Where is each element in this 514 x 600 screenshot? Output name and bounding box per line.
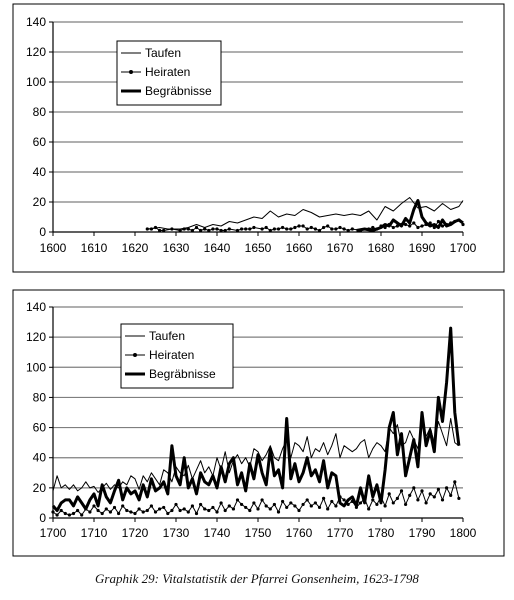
y-tick-label-120: 120 <box>25 45 46 59</box>
data-point-heiraten <box>60 509 63 512</box>
data-point-heiraten <box>228 504 231 507</box>
data-point-heiraten <box>244 506 247 509</box>
data-point-heiraten <box>68 513 71 516</box>
data-point-heiraten <box>437 488 440 491</box>
data-point-heiraten <box>416 498 419 501</box>
data-point-heiraten <box>191 504 194 507</box>
data-point-heiraten <box>297 509 300 512</box>
data-point-heiraten <box>166 512 169 515</box>
data-point-heiraten <box>314 501 317 504</box>
chart-1 <box>13 4 504 272</box>
data-point-heiraten <box>285 227 288 230</box>
data-point-heiraten <box>289 227 292 230</box>
data-point-heiraten <box>220 501 223 504</box>
data-point-heiraten <box>261 227 264 230</box>
data-point-heiraten <box>97 509 100 512</box>
data-point-heiraten <box>211 227 214 230</box>
data-point-heiraten <box>343 498 346 501</box>
x-tick-label-1720: 1720 <box>121 526 149 540</box>
y-tick-label-120: 120 <box>25 330 46 345</box>
legend-label-begraebnisse: Begräbnisse <box>149 367 216 381</box>
data-point-heiraten <box>199 503 202 506</box>
data-point-heiraten <box>80 513 83 516</box>
data-point-heiraten <box>101 512 104 515</box>
data-point-heiraten <box>252 226 255 229</box>
data-point-heiraten <box>179 229 182 232</box>
y-tick-label-80: 80 <box>32 105 46 119</box>
y-tick-label-140: 140 <box>25 15 46 29</box>
x-tick-label-1750: 1750 <box>244 526 272 540</box>
data-point-heiraten <box>277 227 280 230</box>
data-point-heiraten <box>281 500 284 503</box>
data-point-heiraten <box>322 226 325 229</box>
data-point-heiraten <box>88 510 91 513</box>
data-point-heiraten <box>400 489 403 492</box>
data-point-heiraten <box>203 227 206 230</box>
x-tick-label-1630: 1630 <box>162 241 190 255</box>
data-point-heiraten <box>76 509 79 512</box>
data-point-heiraten <box>183 507 186 510</box>
x-tick-label-1700: 1700 <box>449 241 477 255</box>
data-point-heiraten <box>318 229 321 232</box>
data-point-heiraten <box>162 229 165 232</box>
y-tick-label-100: 100 <box>25 75 46 89</box>
data-point-heiraten <box>256 507 259 510</box>
data-point-heiraten <box>322 497 325 500</box>
legend-label-taufen: Taufen <box>149 329 186 343</box>
data-point-heiraten <box>158 229 161 232</box>
data-point-heiraten <box>310 504 313 507</box>
data-point-heiraten <box>445 486 448 489</box>
x-tick-label-1620: 1620 <box>121 241 149 255</box>
data-point-heiraten <box>113 506 116 509</box>
data-point-heiraten <box>330 500 333 503</box>
legend-label-begraebnisse: Begräbnisse <box>145 84 212 98</box>
data-point-heiraten <box>375 503 378 506</box>
y-tick-label-0: 0 <box>39 511 46 525</box>
data-point-heiraten <box>392 226 395 229</box>
y-tick-label-20: 20 <box>32 195 46 209</box>
x-tick-label-1650: 1650 <box>244 241 272 255</box>
data-point-heiraten <box>158 507 161 510</box>
x-tick-label-1600: 1600 <box>39 241 67 255</box>
data-point-heiraten <box>228 227 231 230</box>
x-tick-label-1670: 1670 <box>326 241 354 255</box>
data-point-heiraten <box>314 227 317 230</box>
data-point-heiraten <box>441 498 444 501</box>
data-point-heiraten <box>183 227 186 230</box>
data-point-heiraten <box>72 512 75 515</box>
data-point-heiraten <box>388 492 391 495</box>
x-tick-label-1760: 1760 <box>285 526 313 540</box>
figure-caption: Graphik 29: Vitalstatistik der Pfarrei Gonsenheim, 1623-1798 <box>95 571 419 586</box>
data-point-heiraten <box>457 497 460 500</box>
data-point-heiraten <box>367 507 370 510</box>
data-point-heiraten <box>425 501 428 504</box>
data-point-heiraten <box>330 227 333 230</box>
data-point-heiraten <box>195 226 198 229</box>
data-point-heiraten <box>293 504 296 507</box>
data-point-heiraten <box>392 501 395 504</box>
data-point-heiraten <box>142 510 145 513</box>
data-point-heiraten <box>195 512 198 515</box>
data-point-heiraten <box>408 224 411 227</box>
data-point-heiraten <box>125 509 128 512</box>
data-point-heiraten <box>150 227 153 230</box>
data-point-heiraten <box>318 506 321 509</box>
data-point-heiraten <box>302 503 305 506</box>
data-point-heiraten <box>429 492 432 495</box>
data-point-heiraten <box>179 509 182 512</box>
legend-label-heiraten: Heiraten <box>145 65 191 79</box>
data-point-heiraten <box>105 507 108 510</box>
x-tick-label-1770: 1770 <box>326 526 354 540</box>
data-point-heiraten <box>281 226 284 229</box>
y-tick-label-0: 0 <box>39 225 46 239</box>
data-point-heiraten <box>174 503 177 506</box>
data-point-heiraten <box>273 503 276 506</box>
y-tick-label-80: 80 <box>32 390 46 405</box>
data-point-heiraten <box>121 504 124 507</box>
data-point-heiraten <box>154 510 157 513</box>
data-point-heiraten <box>150 504 153 507</box>
data-point-heiraten <box>338 226 341 229</box>
data-point-heiraten <box>269 507 272 510</box>
data-point-heiraten <box>129 510 132 513</box>
data-point-heiraten <box>277 510 280 513</box>
data-point-heiraten <box>92 504 95 507</box>
data-point-heiraten <box>51 510 54 513</box>
data-point-heiraten <box>220 229 223 232</box>
y-tick-label-40: 40 <box>32 165 46 179</box>
data-point-heiraten <box>412 486 415 489</box>
data-point-heiraten <box>207 229 210 232</box>
data-point-heiraten <box>269 229 272 232</box>
data-point-heiraten <box>203 507 206 510</box>
data-point-heiraten <box>306 227 309 230</box>
legend-marker-heiraten <box>129 70 133 74</box>
data-point-heiraten <box>273 227 276 230</box>
data-point-heiraten <box>170 227 173 230</box>
data-point-heiraten <box>248 227 251 230</box>
data-point-heiraten <box>297 224 300 227</box>
data-point-heiraten <box>347 229 350 232</box>
data-point-heiraten <box>334 504 337 507</box>
data-point-heiraten <box>187 510 190 513</box>
data-point-heiraten <box>420 489 423 492</box>
data-point-heiraten <box>146 509 149 512</box>
legend-label-heiraten: Heiraten <box>149 348 195 362</box>
data-point-heiraten <box>285 506 288 509</box>
data-point-heiraten <box>146 227 149 230</box>
data-point-heiraten <box>199 229 202 232</box>
data-point-heiraten <box>211 506 214 509</box>
data-point-heiraten <box>433 495 436 498</box>
x-tick-label-1730: 1730 <box>162 526 190 540</box>
data-point-heiraten <box>408 494 411 497</box>
data-point-heiraten <box>265 226 268 229</box>
data-point-heiraten <box>252 501 255 504</box>
x-tick-label-1780: 1780 <box>367 526 395 540</box>
data-point-heiraten <box>420 224 423 227</box>
x-tick-label-1740: 1740 <box>203 526 231 540</box>
y-tick-label-40: 40 <box>32 450 46 465</box>
data-point-heiraten <box>359 501 362 504</box>
data-point-heiraten <box>244 227 247 230</box>
data-point-heiraten <box>154 226 157 229</box>
data-point-heiraten <box>326 224 329 227</box>
data-point-heiraten <box>248 509 251 512</box>
data-point-heiraten <box>117 512 120 515</box>
data-point-heiraten <box>412 221 415 224</box>
data-point-heiraten <box>162 506 165 509</box>
data-point-heiraten <box>138 507 141 510</box>
x-tick-label-1640: 1640 <box>203 241 231 255</box>
chart-frame <box>13 290 504 556</box>
data-point-heiraten <box>289 501 292 504</box>
y-tick-label-140: 140 <box>25 300 46 314</box>
data-point-heiraten <box>334 227 337 230</box>
data-point-heiraten <box>396 497 399 500</box>
y-tick-label-20: 20 <box>32 480 46 495</box>
x-tick-label-1700: 1700 <box>39 526 67 540</box>
data-point-heiraten <box>133 512 136 515</box>
data-point-heiraten <box>310 226 313 229</box>
data-point-heiraten <box>109 510 112 513</box>
data-point-heiraten <box>224 229 227 232</box>
x-tick-label-1660: 1660 <box>285 241 313 255</box>
data-point-heiraten <box>302 224 305 227</box>
data-point-heiraten <box>170 509 173 512</box>
data-point-heiraten <box>265 504 268 507</box>
data-point-heiraten <box>351 227 354 230</box>
data-point-heiraten <box>224 509 227 512</box>
x-tick-label-1690: 1690 <box>408 241 436 255</box>
chart-2 <box>13 290 504 556</box>
legend-label-taufen: Taufen <box>145 46 182 60</box>
y-tick-label-60: 60 <box>32 420 46 435</box>
data-point-heiraten <box>215 227 218 230</box>
data-point-heiraten <box>187 227 190 230</box>
x-tick-label-1680: 1680 <box>367 241 395 255</box>
data-point-heiraten <box>326 507 329 510</box>
data-point-heiraten <box>343 227 346 230</box>
data-point-heiraten <box>306 498 309 501</box>
data-point-heiraten <box>240 227 243 230</box>
legend-marker-heiraten <box>133 353 137 357</box>
y-tick-label-60: 60 <box>32 135 46 149</box>
data-point-heiraten <box>64 512 67 515</box>
data-point-heiraten <box>56 513 59 516</box>
data-point-heiraten <box>261 498 264 501</box>
data-point-heiraten <box>416 226 419 229</box>
data-point-heiraten <box>384 504 387 507</box>
y-tick-label-100: 100 <box>25 360 46 375</box>
data-point-heiraten <box>191 229 194 232</box>
x-tick-label-1610: 1610 <box>80 241 108 255</box>
data-point-heiraten <box>449 494 452 497</box>
x-tick-label-1790: 1790 <box>408 526 436 540</box>
data-point-heiraten <box>240 503 243 506</box>
data-point-heiraten <box>236 229 239 232</box>
data-point-heiraten <box>215 510 218 513</box>
x-tick-label-1800: 1800 <box>449 526 477 540</box>
data-point-heiraten <box>232 507 235 510</box>
data-point-heiraten <box>236 498 239 501</box>
data-point-heiraten <box>207 509 210 512</box>
data-point-heiraten <box>404 503 407 506</box>
data-point-heiraten <box>453 480 456 483</box>
data-point-heiraten <box>371 498 374 501</box>
x-tick-label-1710: 1710 <box>80 526 108 540</box>
data-point-heiraten <box>293 226 296 229</box>
